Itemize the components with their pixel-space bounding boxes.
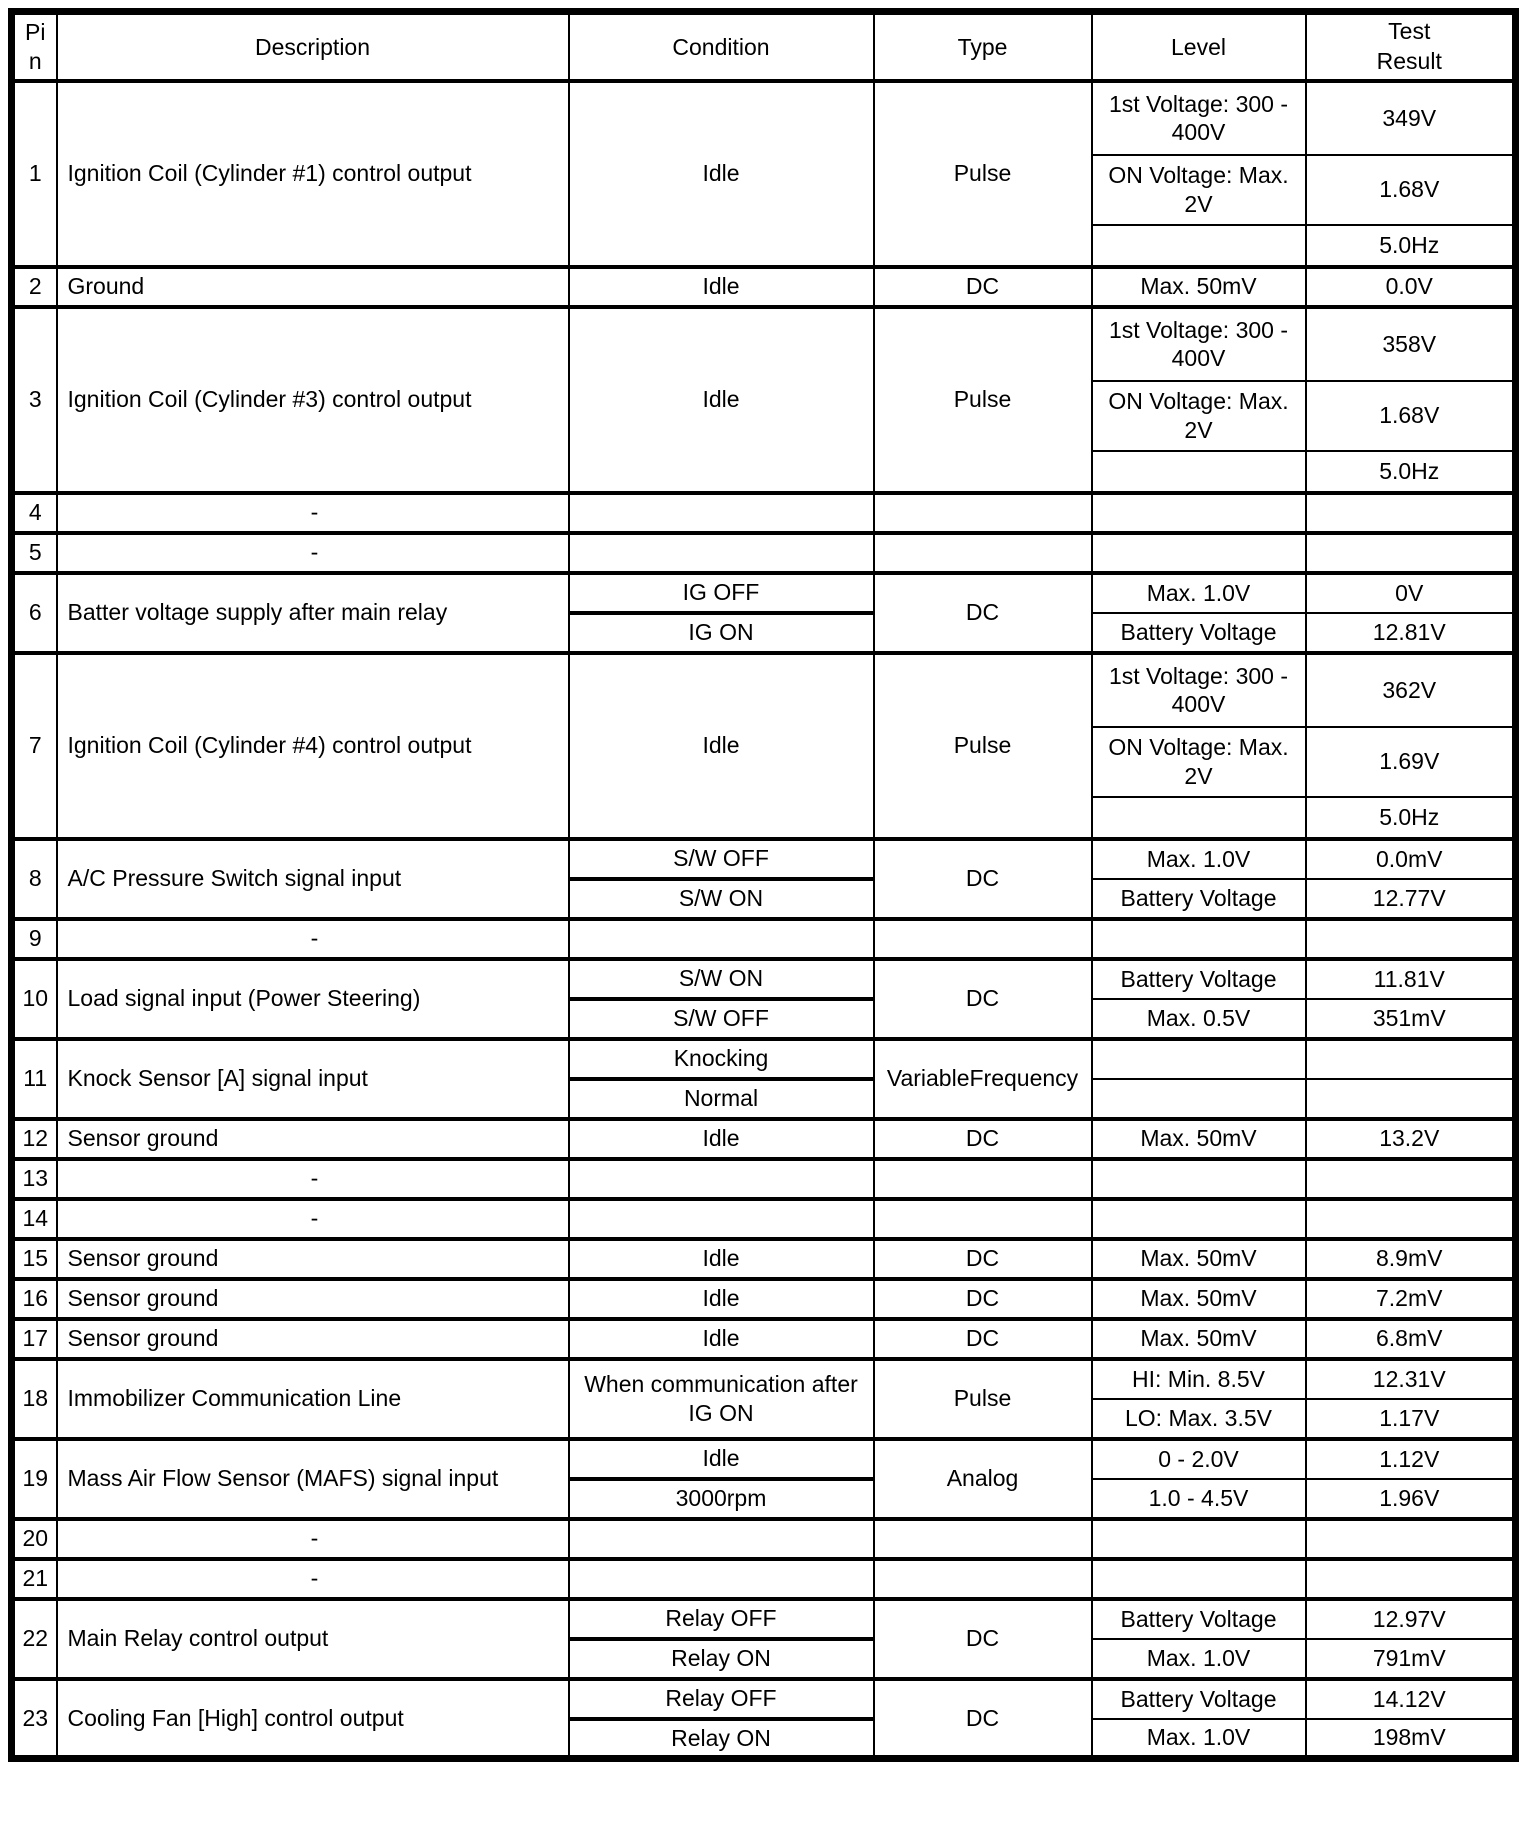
- result-cell: 198mV: [1306, 1719, 1516, 1759]
- pin-cell: 11: [12, 1039, 57, 1119]
- result-cell: 0.0mV: [1306, 839, 1516, 879]
- level-cell: 1.0 - 4.5V: [1092, 1479, 1306, 1519]
- condition-cell: Idle: [569, 1279, 874, 1319]
- level-cell: Max. 50mV: [1092, 1279, 1306, 1319]
- condition-cell: Idle: [569, 1439, 874, 1479]
- pin-cell: 14: [12, 1199, 57, 1239]
- result-cell: 1.68V: [1306, 381, 1516, 451]
- result-cell: 0V: [1306, 573, 1516, 613]
- result-cell: 12.31V: [1306, 1359, 1516, 1399]
- result-cell: 791mV: [1306, 1639, 1516, 1679]
- pin-cell: 5: [12, 533, 57, 573]
- level-cell: 1st Voltage: 300 - 400V: [1092, 307, 1306, 381]
- result-cell: [1306, 1079, 1516, 1119]
- description-cell: Mass Air Flow Sensor (MAFS) signal input: [57, 1439, 569, 1519]
- type-cell: Pulse: [874, 1359, 1092, 1439]
- description-cell: Immobilizer Communication Line: [57, 1359, 569, 1439]
- pin-cell: 17: [12, 1319, 57, 1359]
- description-cell: Sensor ground: [57, 1279, 569, 1319]
- empty-cell: [874, 533, 1092, 573]
- row-pin-3: [12, 307, 1516, 381]
- condition-cell: When communication after IG ON: [569, 1359, 874, 1439]
- level-cell: Battery Voltage: [1092, 879, 1306, 919]
- level-cell: Max. 50mV: [1092, 1119, 1306, 1159]
- empty-cell: [569, 533, 874, 573]
- result-cell: 11.81V: [1306, 959, 1516, 999]
- condition-cell: Relay ON: [569, 1719, 874, 1759]
- level-cell: Battery Voltage: [1092, 959, 1306, 999]
- description-cell: Ignition Coil (Cylinder #4) control output: [57, 653, 569, 839]
- level-cell: 0 - 2.0V: [1092, 1439, 1306, 1479]
- row-pin-15: [12, 1239, 1516, 1279]
- row-pin-1: [12, 81, 1516, 155]
- condition-cell: IG ON: [569, 613, 874, 653]
- pin-cell: 18: [12, 1359, 57, 1439]
- description-cell: Main Relay control output: [57, 1599, 569, 1679]
- result-cell: 1.17V: [1306, 1399, 1516, 1439]
- header-test-result-line2: Result: [1376, 47, 1442, 74]
- empty-cell: [1092, 533, 1306, 573]
- pin-cell: 19: [12, 1439, 57, 1519]
- level-cell: Max. 1.0V: [1092, 573, 1306, 613]
- description-cell: -: [57, 1519, 569, 1559]
- condition-cell: 3000rpm: [569, 1479, 874, 1519]
- pin-cell: 15: [12, 1239, 57, 1279]
- row-pin-13: [12, 1159, 1516, 1199]
- description-cell: A/C Pressure Switch signal input: [57, 839, 569, 919]
- empty-cell: [874, 1559, 1092, 1599]
- header-type: Type: [874, 12, 1092, 81]
- description-cell: Sensor ground: [57, 1319, 569, 1359]
- level-cell: Battery Voltage: [1092, 1679, 1306, 1719]
- pin-cell: 9: [12, 919, 57, 959]
- header-description: Description: [57, 12, 569, 81]
- result-cell: 1.69V: [1306, 727, 1516, 797]
- type-cell: DC: [874, 573, 1092, 653]
- empty-cell: [874, 493, 1092, 533]
- empty-cell: [1306, 533, 1516, 573]
- condition-cell: Idle: [569, 307, 874, 493]
- row-pin-7: [12, 653, 1516, 727]
- row-pin-9: [12, 919, 1516, 959]
- type-cell: DC: [874, 1239, 1092, 1279]
- pin-cell: 10: [12, 959, 57, 1039]
- description-cell: Batter voltage supply after main relay: [57, 573, 569, 653]
- empty-cell: [1092, 1559, 1306, 1599]
- row-pin-20: [12, 1519, 1516, 1559]
- result-cell: 5.0Hz: [1306, 451, 1516, 493]
- description-cell: Ignition Coil (Cylinder #3) control output: [57, 307, 569, 493]
- description-cell: -: [57, 1159, 569, 1199]
- result-cell: 7.2mV: [1306, 1279, 1516, 1319]
- level-cell: ON Voltage: Max. 2V: [1092, 727, 1306, 797]
- type-cell: DC: [874, 839, 1092, 919]
- empty-cell: [1306, 1519, 1516, 1559]
- type-cell: DC: [874, 267, 1092, 307]
- result-cell: 362V: [1306, 653, 1516, 727]
- type-cell: DC: [874, 1279, 1092, 1319]
- level-cell: ON Voltage: Max. 2V: [1092, 155, 1306, 225]
- type-cell: Pulse: [874, 81, 1092, 267]
- condition-cell: Idle: [569, 653, 874, 839]
- description-cell: Knock Sensor [A] signal input: [57, 1039, 569, 1119]
- level-cell: Battery Voltage: [1092, 1599, 1306, 1639]
- empty-cell: [874, 919, 1092, 959]
- empty-cell: [569, 1519, 874, 1559]
- empty-cell: [1092, 493, 1306, 533]
- header-row: [12, 12, 1516, 81]
- row-pin-12: [12, 1119, 1516, 1159]
- description-cell: Load signal input (Power Steering): [57, 959, 569, 1039]
- level-cell: Max. 50mV: [1092, 1319, 1306, 1359]
- description-cell: Ground: [57, 267, 569, 307]
- type-cell: DC: [874, 1319, 1092, 1359]
- result-cell: 1.68V: [1306, 155, 1516, 225]
- description-cell: Sensor ground: [57, 1119, 569, 1159]
- description-cell: Cooling Fan [High] control output: [57, 1679, 569, 1759]
- condition-cell: Idle: [569, 81, 874, 267]
- result-cell: [1306, 1039, 1516, 1079]
- condition-cell: Relay OFF: [569, 1679, 874, 1719]
- empty-cell: [1306, 1199, 1516, 1239]
- pin-cell: 21: [12, 1559, 57, 1599]
- condition-cell: S/W ON: [569, 959, 874, 999]
- type-cell: DC: [874, 959, 1092, 1039]
- level-cell: [1092, 451, 1306, 493]
- level-cell: 1st Voltage: 300 - 400V: [1092, 81, 1306, 155]
- row-pin-6: [12, 573, 1516, 613]
- condition-cell: Normal: [569, 1079, 874, 1119]
- condition-cell: IG OFF: [569, 573, 874, 613]
- condition-cell: Relay ON: [569, 1639, 874, 1679]
- row-pin-11: [12, 1039, 1516, 1079]
- header-level: Level: [1092, 12, 1306, 81]
- result-cell: 1.96V: [1306, 1479, 1516, 1519]
- description-cell: -: [57, 493, 569, 533]
- result-cell: 349V: [1306, 81, 1516, 155]
- pin-cell: 13: [12, 1159, 57, 1199]
- result-cell: 12.81V: [1306, 613, 1516, 653]
- pin-cell: 16: [12, 1279, 57, 1319]
- type-cell: Pulse: [874, 653, 1092, 839]
- result-cell: 12.77V: [1306, 879, 1516, 919]
- row-pin-21: [12, 1559, 1516, 1599]
- result-cell: 13.2V: [1306, 1119, 1516, 1159]
- level-cell: Max. 1.0V: [1092, 839, 1306, 879]
- empty-cell: [569, 1159, 874, 1199]
- result-cell: 12.97V: [1306, 1599, 1516, 1639]
- row-pin-14: [12, 1199, 1516, 1239]
- empty-cell: [874, 1519, 1092, 1559]
- row-pin-4: [12, 493, 1516, 533]
- description-cell: -: [57, 533, 569, 573]
- header-condition: Condition: [569, 12, 874, 81]
- row-pin-2: [12, 267, 1516, 307]
- row-pin-5: [12, 533, 1516, 573]
- description-cell: Ignition Coil (Cylinder #1) control output: [57, 81, 569, 267]
- result-cell: 5.0Hz: [1306, 225, 1516, 267]
- empty-cell: [1306, 919, 1516, 959]
- result-cell: 358V: [1306, 307, 1516, 381]
- header-test-result-line1: Test: [1388, 18, 1431, 44]
- pin-cell: 3: [12, 307, 57, 493]
- description-cell: -: [57, 1199, 569, 1239]
- level-cell: 1st Voltage: 300 - 400V: [1092, 653, 1306, 727]
- pin-cell: 4: [12, 493, 57, 533]
- empty-cell: [1306, 1559, 1516, 1599]
- condition-cell: Relay OFF: [569, 1599, 874, 1639]
- empty-cell: [569, 1199, 874, 1239]
- empty-cell: [569, 919, 874, 959]
- empty-cell: [1306, 1159, 1516, 1199]
- pin-cell: 6: [12, 573, 57, 653]
- result-cell: 8.9mV: [1306, 1239, 1516, 1279]
- level-cell: HI: Min. 8.5V: [1092, 1359, 1306, 1399]
- empty-cell: [1092, 919, 1306, 959]
- description-cell: Sensor ground: [57, 1239, 569, 1279]
- pin-cell: 7: [12, 653, 57, 839]
- empty-cell: [569, 493, 874, 533]
- level-cell: Max. 1.0V: [1092, 1639, 1306, 1679]
- level-cell: Max. 50mV: [1092, 267, 1306, 307]
- level-cell: Max. 0.5V: [1092, 999, 1306, 1039]
- empty-cell: [1092, 1199, 1306, 1239]
- level-cell: [1092, 1079, 1306, 1119]
- pin-cell: 23: [12, 1679, 57, 1759]
- level-cell: [1092, 797, 1306, 839]
- empty-cell: [874, 1199, 1092, 1239]
- condition-cell: Knocking: [569, 1039, 874, 1079]
- row-pin-8: [12, 839, 1516, 879]
- pin-cell: 12: [12, 1119, 57, 1159]
- header-pin: Pin: [12, 12, 57, 81]
- condition-cell: Idle: [569, 1319, 874, 1359]
- pin-cell: 2: [12, 267, 57, 307]
- result-cell: 351mV: [1306, 999, 1516, 1039]
- type-cell: DC: [874, 1599, 1092, 1679]
- result-cell: 1.12V: [1306, 1439, 1516, 1479]
- condition-cell: S/W ON: [569, 879, 874, 919]
- type-cell: VariableFrequency: [874, 1039, 1092, 1119]
- type-cell: DC: [874, 1119, 1092, 1159]
- description-cell: -: [57, 919, 569, 959]
- empty-cell: [1092, 1519, 1306, 1559]
- level-cell: Max. 50mV: [1092, 1239, 1306, 1279]
- result-cell: 6.8mV: [1306, 1319, 1516, 1359]
- type-cell: Pulse: [874, 307, 1092, 493]
- level-cell: LO: Max. 3.5V: [1092, 1399, 1306, 1439]
- empty-cell: [874, 1159, 1092, 1199]
- row-pin-19: [12, 1439, 1516, 1479]
- type-cell: DC: [874, 1679, 1092, 1759]
- level-cell: Battery Voltage: [1092, 613, 1306, 653]
- level-cell: [1092, 225, 1306, 267]
- level-cell: Max. 1.0V: [1092, 1719, 1306, 1759]
- ecu-pin-test-table: [8, 8, 1519, 1762]
- pin-cell: 20: [12, 1519, 57, 1559]
- row-pin-18: [12, 1359, 1516, 1399]
- row-pin-22: [12, 1599, 1516, 1639]
- row-pin-17: [12, 1319, 1516, 1359]
- empty-cell: [569, 1559, 874, 1599]
- condition-cell: Idle: [569, 1239, 874, 1279]
- pin-cell: 1: [12, 81, 57, 267]
- pin-cell: 8: [12, 839, 57, 919]
- row-pin-23: [12, 1679, 1516, 1719]
- level-cell: ON Voltage: Max. 2V: [1092, 381, 1306, 451]
- header-test-result: [1306, 12, 1516, 81]
- condition-cell: S/W OFF: [569, 839, 874, 879]
- row-pin-10: [12, 959, 1516, 999]
- type-cell: Analog: [874, 1439, 1092, 1519]
- result-cell: 14.12V: [1306, 1679, 1516, 1719]
- empty-cell: [1092, 1159, 1306, 1199]
- result-cell: 5.0Hz: [1306, 797, 1516, 839]
- level-cell: [1092, 1039, 1306, 1079]
- pin-cell: 22: [12, 1599, 57, 1679]
- condition-cell: Idle: [569, 267, 874, 307]
- condition-cell: Idle: [569, 1119, 874, 1159]
- empty-cell: [1306, 493, 1516, 533]
- result-cell: 0.0V: [1306, 267, 1516, 307]
- condition-cell: S/W OFF: [569, 999, 874, 1039]
- row-pin-16: [12, 1279, 1516, 1319]
- description-cell: -: [57, 1559, 569, 1599]
